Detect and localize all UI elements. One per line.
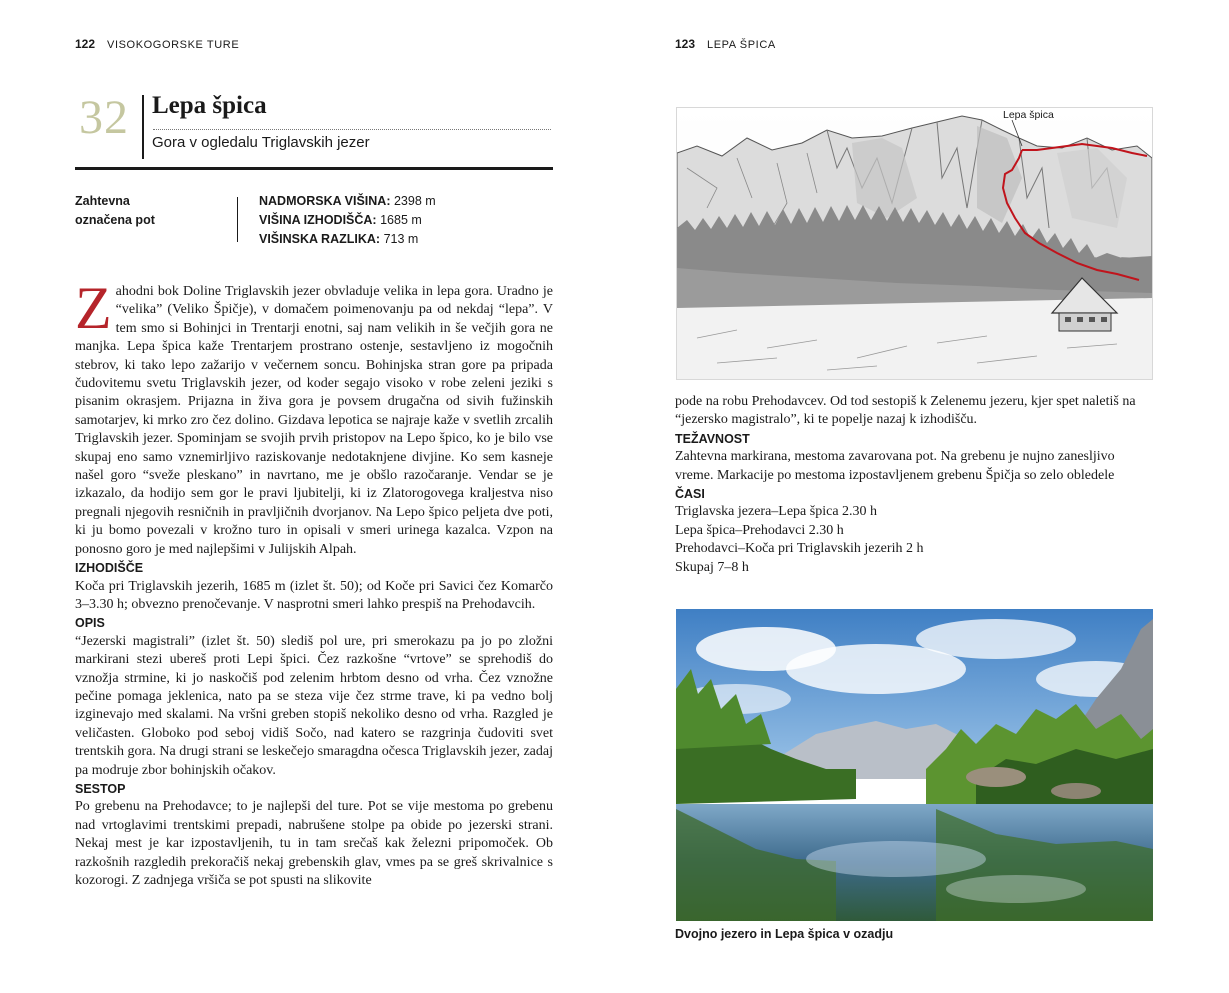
izhodisce-text: Koča pri Triglavskih jezerih, 1685 m (izlet št. 50); od Koče pri Savici čez Komarčo 3–3.30 h; obvezno prenočevanje. V nasprotni smeri lahko prespiš na Prehodavcih. — [75, 578, 553, 612]
stat-start-altitude — [259, 211, 436, 230]
time-line: Skupaj 7–8 h — [675, 559, 749, 575]
stats-divider — [237, 197, 238, 242]
page-number-left: 122 — [75, 37, 96, 51]
tour-subtitle: Gora v ogledalu Triglavskih jezer — [152, 134, 370, 151]
time-line: Prehodavci–Koča pri Triglavskih jezerih 2 h — [675, 541, 924, 557]
stat-altitude — [259, 192, 436, 211]
tour-header — [75, 92, 553, 170]
stat-value: 713 m — [383, 232, 419, 246]
heading-opis: OPIS — [75, 616, 105, 631]
tour-title: Lepa špica — [152, 92, 267, 119]
tour-number: 32 — [79, 91, 129, 144]
time-line: Lepa špica–Prehodavci 2.30 h — [675, 522, 844, 538]
lake-photo — [676, 609, 1153, 921]
stat-label: VIŠINSKA RAZLIKA: — [259, 232, 381, 246]
tezavnost-text: Zahtevna markirana, mestoma zavarovana pot. Na grebenu je nujno zanesljivo vreme. Markacije po mestoma izpostavljenem grebenu Špičja so zelo obledele — [675, 449, 1115, 483]
running-head-left — [75, 37, 239, 51]
difficulty-label — [75, 192, 225, 230]
route-sketch — [676, 107, 1153, 380]
continuation-text: pode na robu Prehodavcev. Od tod sestopiš k Zelenemu jezeru, kjer spet naletiš na “jezersko magistralo”, ki te popelje nazaj k izhodišču. — [675, 394, 1136, 428]
page-number-right: 123 — [675, 37, 696, 51]
heading-tezavnost: TEŽAVNOST — [675, 431, 750, 446]
stat-value: 1685 m — [380, 213, 422, 227]
difficulty-line: označena pot — [75, 213, 155, 227]
intro-text: ahodni bok Doline Triglavskih jezer obvladuje velika in lepa gora. Uradno je “velika” (Veliko Špičje), v domačem poimenovanju pa od nekdaj “lepa”. V tem smo si Bohinjci in Trentarji enotni, saj nam velikih in še večjih gora ne manjka. Lepa špica kaže Trentarjem prostrano ostenje, sestavljeno iz mogočnih stebrov, ki tako lepo zažarijo v večernem soncu. Bohinjska stran gore pa pripada čudovitemu svetu Triglavskih jezer, od koder segajo visoko v robe zeleni jeziki s pisanim okrasjem. Prijazna in živa gora je povsem drugačna od sivih fužinskih samotarjev, ki mrko zro čez dolino. Gizdava lepotica se najraje kaže v svetlih zrcalih Triglavskih jezer. Spominjam se svojih prvih pristopov na Lepo špico, ko je bilo vse skupaj eno samo vznemirljivo raziskovanje nedotaknjene divjine. Ko sem kasneje našel goro “sveže pleskano” in navrtano, me je obšlo razočaranje. Vendar se je izkazalo, da hodijo sem gor le pravi ljubitelji, ki iz Zlatorogovega kraljestva niso pregnali njegovih resničnih in pravljičnih dvorjanov. Na Lepo špico peljeta dve poti, ki ju bomo povezali v krožno turo in opisali v smeri urinega kazalca. Vzpon na ponosno goro je med najlepšimi v Julijskih Alpah. — [75, 284, 553, 557]
section-title-left: VISOKOGORSKE TURE — [107, 39, 240, 51]
body-text-right — [675, 393, 1153, 577]
sestop-text: Po grebenu na Prehodavce; to je najlepši del ture. Pot se vije mestoma po grebenu nad vrtoglavimi trentskimi prepadi, nabrušene stolpe pa obide po jezerski strani. Nekaj mest je kar izpostavljenih, tu in tam srečaš kak železni pripomoček. Ob razkošnih razgledih prekoračiš nekaj grebenskih glav, vmes pa se greš skrivalnice s kozorogi. Z zadnjega vršiča se pot spusti na slikovite — [75, 799, 553, 888]
stat-value: 2398 m — [393, 194, 436, 208]
tour-stats — [259, 192, 436, 249]
stat-elevation-gain — [259, 230, 436, 249]
running-head-right — [675, 37, 776, 51]
photo-caption: Dvojno jezero in Lepa špica v ozadju — [675, 927, 894, 941]
stat-label: VIŠINA IZHODIŠČA: — [259, 213, 377, 227]
tour-header-divider — [142, 95, 144, 159]
opis-text: “Jezerski magistrali” (izlet št. 50) slediš pol ure, pri smerokazu pa jo po zložni markirani stezi ubereš proti Lepi špici. Čez razkošne “vrtove” se sprehodiš do vznožja strmine, ki jo naskočiš pod zelenim hrbtom desno od vrha. Čez vznožne pečine pomaga jeklenica, nato pa se steza vije čez strme trave, ki pa vedno bolj izginevajo med skalami. Na vršni greben stopiš nekoliko desno od vrha. Razgled je veličasten. Globoko pod seboj vidiš Sočo, nad katero se razgrinja čudoviti svet trentskih gora. Na drugi strani se leskečejo smaragdna očesca Triglavskih jezer, zadaj pa modruje zbor bohinjskih očakov. — [75, 633, 554, 778]
body-text-left — [75, 275, 554, 890]
dotted-rule — [153, 129, 551, 130]
heading-sestop: SESTOP — [75, 781, 126, 796]
heading-izhodisce: IZHODIŠČE — [75, 561, 144, 576]
heading-casi: ČASI — [675, 487, 705, 502]
drop-cap: Z — [75, 275, 112, 341]
sketch-peak-label: Lepa špica — [1003, 109, 1054, 121]
section-title-right: LEPA ŠPICA — [707, 39, 776, 51]
intro-paragraph — [75, 275, 553, 559]
time-line: Triglavska jezera–Lepa špica 2.30 h — [675, 504, 878, 520]
stat-label: NADMORSKA VIŠINA: — [259, 194, 391, 208]
difficulty-line: Zahtevna — [75, 194, 130, 208]
